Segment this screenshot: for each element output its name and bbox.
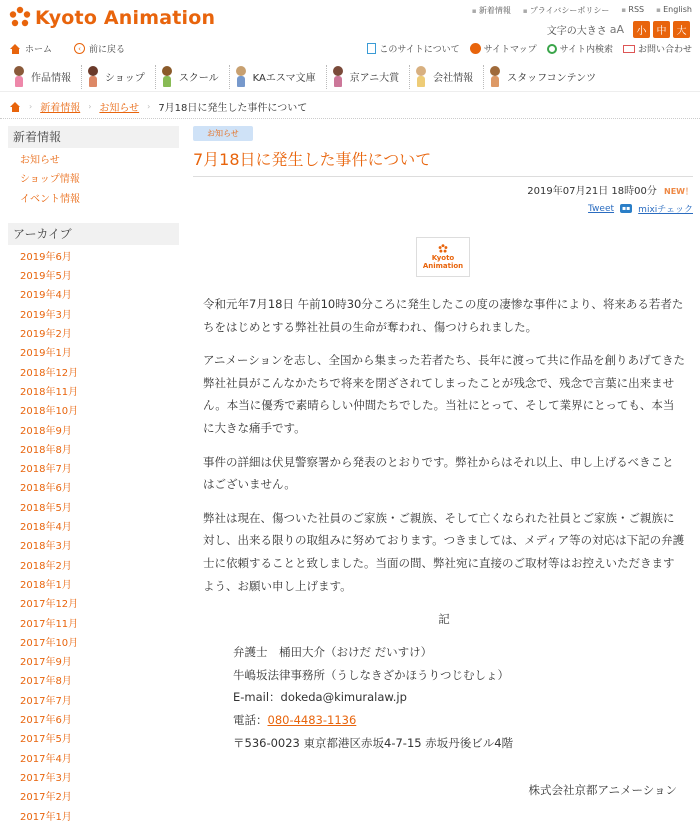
company-signature: 株式会社京都アニメーション <box>528 783 677 798</box>
sidebar-archive-item[interactable]: 2018年5月 <box>20 502 72 514</box>
sidebar-news-item[interactable]: イベント情報 <box>20 193 80 205</box>
utility-bar <box>0 42 700 60</box>
sidebar-archive-item[interactable]: 2017年8月 <box>20 676 72 688</box>
site-search-label: サイト内検索 <box>559 45 613 55</box>
character-icon <box>12 66 26 88</box>
article-date: 2019年07月21日 18時00分 <box>527 186 657 197</box>
back-arrow-icon: ‹ <box>74 43 85 54</box>
sidebar-archive-item[interactable]: 2017年7月 <box>20 695 72 707</box>
article-meta <box>193 182 693 197</box>
font-size-icon: aA <box>609 23 624 36</box>
sidebar-archive-item[interactable]: 2017年9月 <box>20 657 72 669</box>
font-size-label: 文字の大きさ <box>546 26 607 37</box>
contact-link-label: お問い合わせ <box>637 45 692 55</box>
nav-item-label: KAエスマ文庫 <box>252 73 316 84</box>
flower-logo-icon <box>8 6 32 30</box>
article <box>193 126 693 798</box>
sitemap-icon <box>470 43 481 54</box>
nav-item-label: 京アニ大賞 <box>349 73 400 84</box>
law-firm: 牛嶋坂法律事務所（うしなきざかほうりつじむしょ） <box>233 667 509 682</box>
top-links <box>472 5 692 16</box>
nav-item-3[interactable] <box>230 65 327 89</box>
article-title: 7月18日に発生した事件について <box>193 147 693 177</box>
breadcrumb-current: 7月18日に発生した事件について <box>158 103 308 114</box>
character-icon <box>234 66 248 88</box>
character-icon <box>331 66 345 88</box>
sidebar-archive-item[interactable]: 2018年6月 <box>20 483 72 495</box>
nav-item-label: ショップ <box>105 73 145 84</box>
nav-item-2[interactable] <box>156 65 230 89</box>
article-paragraph: 弊社は現在、傷ついた社員のご家族・ご親族、そして亡くなられた社員とご家族・ご親族に対し、出来る限りの取組みに努めております。つきましては、メディア等の対応は下記の弁護士に依頼することと致しました。当面の間、弊社宛に直接のご取材等はお控えいただきますよう、お願い申し上げます。 <box>203 510 685 593</box>
sidebar-archive-item[interactable]: 2017年5月 <box>20 734 72 746</box>
breadcrumb-home-icon[interactable] <box>10 102 21 112</box>
home-icon <box>10 44 21 54</box>
mixi-check-button[interactable]: mixiチェック <box>638 205 693 215</box>
sidebar-archive-heading: アーカイブ <box>8 223 179 245</box>
flower-logo-icon <box>438 244 448 254</box>
sidebar-archive-item[interactable]: 2017年10月 <box>20 637 79 649</box>
contact-address: 〒536-0023 東京都港区赤坂4-7-15 赤坂丹後ビル4階 <box>233 735 514 750</box>
sidebar-archive-item[interactable]: 2018年4月 <box>20 522 72 534</box>
new-badge: NEW！ <box>664 187 693 196</box>
breadcrumb-separator: › <box>147 102 151 111</box>
home-link-label: ホーム <box>25 45 53 55</box>
sidebar-news-item[interactable]: お知らせ <box>20 155 60 166</box>
sidebar-archive-item[interactable]: 2017年11月 <box>20 618 79 630</box>
nav-item-0[interactable] <box>8 65 82 89</box>
top-link-english[interactable]: ▪ English <box>656 5 692 16</box>
main-nav <box>0 62 700 92</box>
sidebar-archive-item[interactable]: 2018年11月 <box>20 386 79 398</box>
site-search-link[interactable] <box>547 42 613 55</box>
site-logo[interactable] <box>8 6 215 30</box>
font-size-control <box>547 21 690 38</box>
nav-item-label: 会社情報 <box>433 73 474 84</box>
nav-item-4[interactable] <box>327 65 411 89</box>
font-size-medium-button[interactable]: 中 <box>653 21 670 38</box>
about-link-label: このサイトについて <box>379 45 460 55</box>
top-link-rss[interactable]: ▪ RSS <box>621 5 644 16</box>
font-size-large-button[interactable]: 大 <box>673 21 690 38</box>
character-icon <box>160 66 174 88</box>
top-link-privacy[interactable]: ▪ プライバシーポリシー <box>523 5 610 16</box>
sidebar-archive-item[interactable]: 2018年7月 <box>20 464 72 476</box>
sidebar-archive-item[interactable]: 2019年1月 <box>20 348 72 360</box>
sidebar-archive-item[interactable]: 2018年8月 <box>20 444 72 456</box>
sidebar-archive-list <box>8 245 179 831</box>
logo-text: Kyoto Animation <box>35 7 216 29</box>
mail-icon <box>623 45 635 53</box>
sidebar-archive-item[interactable]: 2017年3月 <box>20 772 72 784</box>
article-paragraph: アニメーションを志し、全国から集まった若者たち、長年に渡って共に作品を創りあげてきた弊社社員がこんなかたちで将来を閉ざされてしまったことが残念で、残念で言葉に出来ません。本当に優秀で素晴らしい仲間たちでした。当社にとって、そして業界にとっても、本当に大きな痛手です。 <box>203 353 685 435</box>
sidebar-archive-item[interactable]: 2018年12月 <box>20 367 79 379</box>
sidebar-archive-item[interactable]: 2019年6月 <box>20 251 72 263</box>
sidebar-archive-item[interactable]: 2017年6月 <box>20 715 72 727</box>
contact-email: E-mail：dokeda@kimuralaw.jp <box>233 690 407 705</box>
sidebar-news-item[interactable]: ショップ情報 <box>20 174 80 186</box>
sidebar-archive-item[interactable]: 2018年2月 <box>20 560 72 572</box>
sidebar-archive-item[interactable]: 2019年3月 <box>20 309 72 321</box>
nav-item-1[interactable] <box>82 65 156 89</box>
sidebar-archive-item[interactable]: 2018年3月 <box>20 541 72 553</box>
back-link-label: 前に戻る <box>89 45 126 55</box>
sidebar <box>8 126 179 831</box>
sidebar-archive-item[interactable]: 2018年10月 <box>20 406 79 418</box>
top-link-news[interactable]: ▪ 新着情報 <box>472 5 511 16</box>
back-link[interactable] <box>74 42 125 55</box>
breadcrumb-separator: › <box>29 102 33 111</box>
sidebar-archive-item[interactable]: 2019年2月 <box>20 329 72 341</box>
sidebar-archive-item[interactable]: 2019年5月 <box>20 271 72 283</box>
sidebar-archive-item[interactable]: 2017年12月 <box>20 599 79 611</box>
home-link[interactable] <box>10 42 52 55</box>
nav-item-6[interactable] <box>484 65 606 89</box>
nav-item-label: スタッフコンテンツ <box>507 73 597 84</box>
sidebar-archive-item[interactable]: 2017年4月 <box>20 753 72 765</box>
article-body <box>193 293 693 798</box>
phone-link[interactable]: 080-4483-1136 <box>267 712 357 727</box>
sidebar-archive-item[interactable]: 2017年1月 <box>20 811 72 823</box>
about-link[interactable] <box>367 42 459 55</box>
font-size-small-button[interactable]: 小 <box>633 21 650 38</box>
article-paragraph: 令和元年7月18日 午前10時30分ころに発生したこの度の凄惨な事件により、将来ある若者たちをはじめとする弊社社員の生命が奪われ、傷つけられました。 <box>203 297 684 334</box>
breadcrumb-divider <box>0 118 700 119</box>
sidebar-archive-item[interactable]: 2018年1月 <box>20 579 72 591</box>
sidebar-archive-item[interactable]: 2018年9月 <box>20 425 72 437</box>
nav-item-label: 作品情報 <box>31 73 71 84</box>
logo-image-text-2: Animation <box>422 262 464 270</box>
sidebar-news-list <box>8 148 179 215</box>
breadcrumb <box>10 99 307 114</box>
logo-image-text-1: Kyoto <box>431 254 455 262</box>
contact-info <box>203 641 685 754</box>
category-tag[interactable]: お知らせ <box>193 126 253 141</box>
twitter-icon: ▪▪ <box>622 205 631 212</box>
breadcrumb-link-notice[interactable]: お知らせ <box>99 103 140 114</box>
character-icon <box>488 66 502 88</box>
share-bar <box>193 202 693 215</box>
contact-link[interactable] <box>623 42 692 55</box>
breadcrumb-link-news[interactable]: 新着情報 <box>40 103 81 114</box>
breadcrumb-separator: › <box>88 102 92 111</box>
tweet-button[interactable]: Tweet <box>588 203 615 214</box>
contact-phone-row <box>233 709 685 732</box>
character-icon <box>86 66 100 88</box>
sidebar-archive-item[interactable]: 2019年4月 <box>20 290 72 302</box>
ki-mark: 記 <box>438 612 450 627</box>
sidebar-archive-item[interactable]: 2017年2月 <box>20 792 72 804</box>
kyoani-logo-image <box>416 237 470 277</box>
document-icon <box>367 43 376 54</box>
character-icon <box>414 66 428 88</box>
search-icon <box>547 44 557 54</box>
sidebar-news-heading: 新着情報 <box>8 126 179 148</box>
phone-label: 電話： <box>233 712 268 727</box>
nav-item-label: スクール <box>178 73 219 84</box>
article-paragraph: 事件の詳細は伏見警察署から発表のとおりです。弊社からはそれ以上、申し上げるべきことはございません。 <box>203 454 674 492</box>
nav-item-5[interactable] <box>410 65 484 89</box>
lawyer-name: 弁護士 桶田大介（おけだ だいすけ） <box>233 645 433 660</box>
sitemap-link[interactable] <box>470 42 537 55</box>
sitemap-link-label: サイトマップ <box>483 45 537 55</box>
